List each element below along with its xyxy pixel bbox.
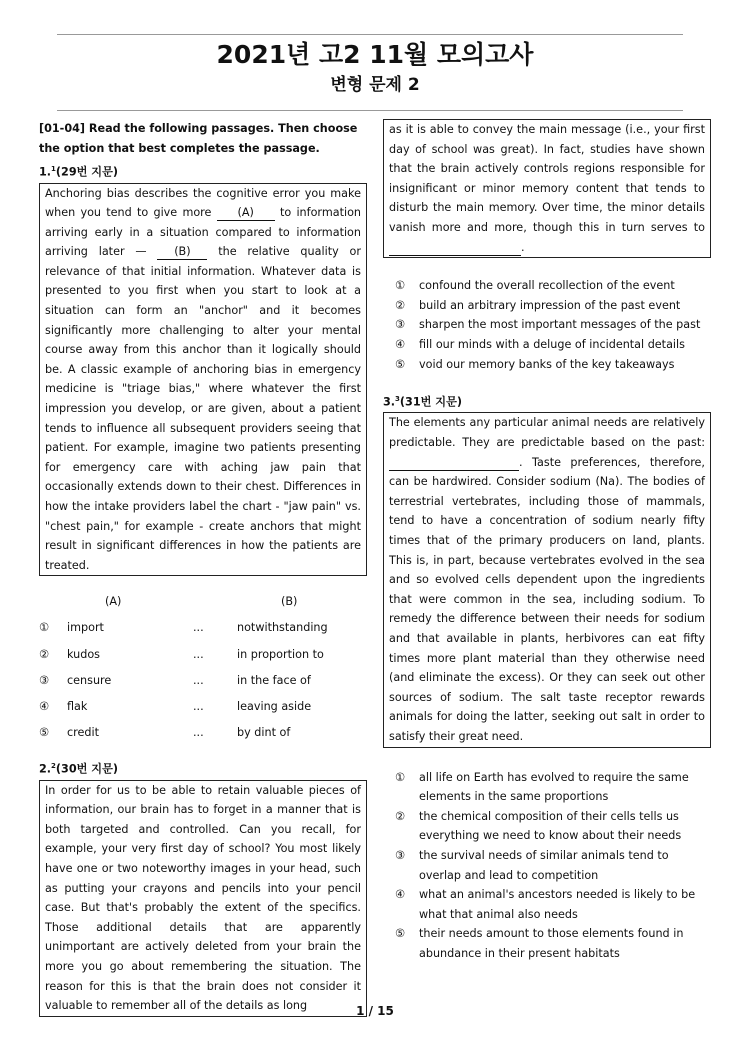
q3-option-2[interactable] [383,807,711,846]
q3-heading: 3.$^3$(31번 지문) [383,395,463,409]
q1-option-1[interactable] [39,618,367,644]
q1-option-b: leaving aside [237,699,312,713]
q1-option-num: ④ [39,699,50,713]
option-text: the chemical composition of their cells tells us everything we need to know about their needs [419,809,682,843]
header-rule [57,110,683,111]
option-number: ② [395,809,406,823]
right-column [383,119,711,963]
left-column [39,119,367,1017]
option-number: ③ [395,848,406,862]
blank-b: (B) [157,245,207,260]
q2-passage-right: as it is able to convey the main message (i.e., your first day of school was great). In fact, studies have shown that the brain actively controls regions responsible for insignificant or minor memory content that tends to disturb the main memory. Over time, the minor details vanish more and more, though this in turn serves to . [383,119,711,258]
option-number: ④ [395,888,406,902]
q1-option-5[interactable] [39,723,367,749]
q1-option-a: credit [67,726,99,740]
q3-option-4[interactable] [383,885,711,924]
q1-option-a: kudos [67,647,100,661]
option-number: ④ [395,337,406,351]
option-number: ⑤ [395,927,406,941]
option-number: ① [395,770,406,784]
q3-option-1[interactable] [383,768,711,807]
q1-option-num: ② [39,647,50,661]
q2-blank [389,241,521,256]
q2-option-3[interactable] [383,315,711,335]
q3-option-3[interactable] [383,846,711,885]
q1-option-dots: ... [193,699,204,713]
option-text: what an animal's ancestors needed is likely to be what that animal also needs [419,888,696,921]
option-number: ② [395,298,406,312]
q1-option-dots: ... [193,726,204,740]
q3-passage: The elements any particular animal needs are relatively predictable. They are predictable based on the past: . Taste preferences, therefore, can be hardwired. Consider sodium (Na). The bodies of terrestrial vertebrates, including those of mammals, tend to have a concentration of sodium nearly fifty times that of the primary producers on land, plants. This is, in part, because vertebrates evolved in the sea and so evolved cells dependent upon the ingredients that were common in the sea, including sodium. To remedy the difference between their needs for sodium and that available in plants, herbivores can eat fifty times more plant material than they otherwise need (and eliminate the excess). Or they can seek out other sources of sodium. The salt taste receptor rewards animals for doing the latter, seeking out salt in order to satisfy their great need. [383,412,711,747]
q1-heading: 1.$^1$(29번 지문) [39,165,119,179]
option-number: ① [395,279,406,293]
q2-passage-left: In order for us to be able to retain valuable pieces of information, our brain has to forget in a manner that is both targeted and controlled. Can you recall, for example, your very first day of school? You most likely have one or two noteworthy images in your head, such as putting your crayons and pencils into your pencil case. But that's probably the extent of the specifics. Those additional details that are apparently unimportant are actively deleted from your brain the more you go about remembering the situation. The reason for this is that the brain does not consider it valuable to remember all of the details as long [39,780,367,1017]
q2-heading: 2.$^2$(30번 지문) [39,762,119,777]
page-subtitle: 변형 문제 2 [330,75,420,95]
q1-options [39,618,367,749]
q1-option-a: import [67,621,104,635]
q3-option-5[interactable] [383,924,711,963]
q2-option-1[interactable] [383,276,711,296]
option-text: void our memory banks of the key takeaways [419,357,675,371]
q3-blank [389,456,519,471]
q1-option-b: notwithstanding [237,621,328,635]
q1-option-num: ① [39,621,50,635]
q1-option-dots: ... [193,621,204,635]
q1-option-3[interactable] [39,671,367,697]
q1-option-4[interactable] [39,697,367,723]
q1-option-dots: ... [193,647,204,661]
q1-option-dots: ... [193,673,204,687]
page-number: 1 / 15 [356,1004,394,1018]
q1-option-header: (A) (B) [105,595,298,609]
option-text: the survival needs of similar animals tend to overlap and lead to competition [419,848,669,882]
option-text: all life on Earth has evolved to require the same elements in the same proportions [419,770,689,804]
blank-a: (A) [217,206,275,221]
option-text: their needs amount to those elements found in abundance in their present habitats [419,927,684,960]
q1-option-a: flak [67,699,88,713]
q1-option-b: by dint of [237,726,291,740]
q1-option-2[interactable] [39,645,367,671]
option-number: ③ [395,318,406,332]
option-text: fill our minds with a deluge of incidental details [419,337,685,351]
option-text: confound the overall recollection of the event [419,279,675,293]
q2-options [383,276,711,374]
q2-option-5[interactable] [383,355,711,375]
q2-option-2[interactable] [383,296,711,316]
q3-options [383,768,711,964]
q1-option-b: in proportion to [237,647,324,661]
option-text: build an arbitrary impression of the past event [419,298,681,312]
q2-option-4[interactable] [383,335,711,355]
q1-option-num: ⑤ [39,726,50,740]
option-number: ⑤ [395,357,406,371]
option-text: sharpen the most important messages of the past [419,318,701,332]
q1-passage: Anchoring bias describes the cognitive error you make when you tend to give more (A) to information arriving early in a situation compared to information arriving later — (B) the relative quality or relevance of that initial information. Whatever data is presented to you first when you start to look at a situation can form an "anchor" and it becomes significantly more challenging to alter your mental course away from this anchor than it logically should be. A classic example of anchoring bias in emergency medicine is "triage bias," where whatever the first impression you develop, or are given, about a patient tends to influence all subsequent providers seeing that patient. For example, imagine two patients presenting for emergency care with aching jaw pain that occasionally extends down to their chest. Differences in how the intake providers label the chart - "jaw pain" vs. "chest pain," for example - create anchors that might result in significant differences in how the patients are treated. [39,183,367,577]
top-rule [57,34,683,35]
q1-option-num: ③ [39,673,50,687]
page-title: 2021년 고2 11월 모의고사 [216,40,534,69]
q1-option-b: in the face of [237,673,311,687]
instructions: [01-04] Read the following passages. Then choose the option that best completes the passage. [39,122,358,155]
q1-option-a: censure [67,673,112,687]
